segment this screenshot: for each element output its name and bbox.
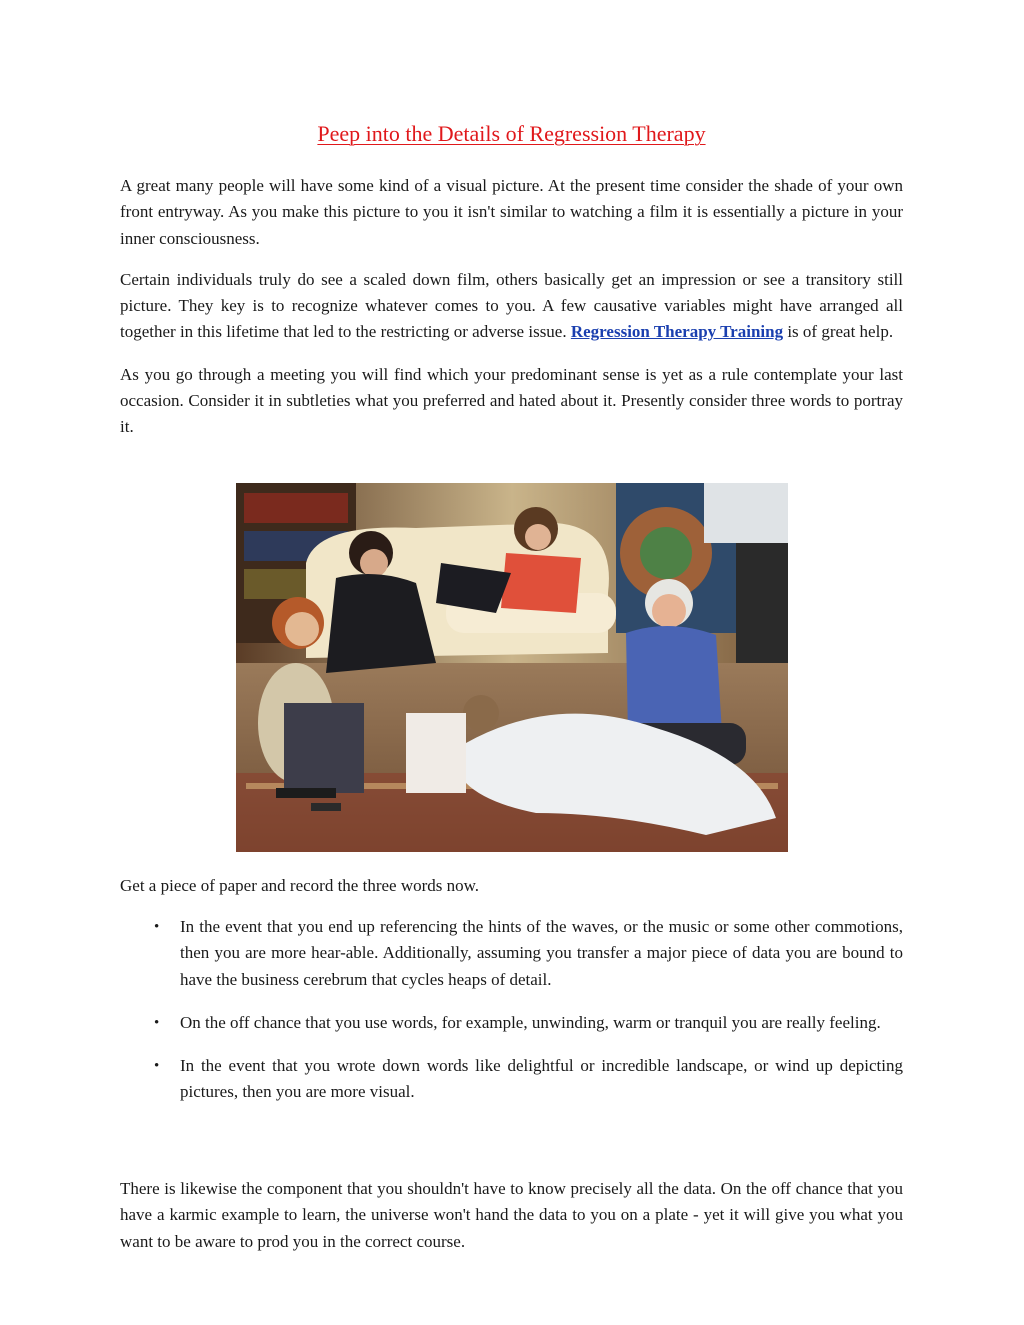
list-item-text: In the event that you wrote down words like delightful or incredible landscape, or wind up depicting pictures, then you are more visual. xyxy=(180,1056,903,1102)
bullet-list xyxy=(120,914,903,1123)
page-title: Peep into the Details of Regression Therapy xyxy=(317,121,706,146)
bullet-icon: • xyxy=(154,1058,160,1075)
document-page xyxy=(120,0,903,1251)
therapy-session-photo xyxy=(236,483,788,852)
regression-therapy-training-link[interactable]: Regression Therapy Training xyxy=(570,322,784,342)
paragraph-piece-of-paper: Get a piece of paper and record the three words now. xyxy=(120,876,480,895)
list-item xyxy=(120,914,903,993)
paragraph-text: Certain individuals truly do see a scaled down film, others basically get an impression or see a transitory still picture. They key is to recognize whatever comes to you. A few causative variables might have arranged all together in this lifetime that led to the restricting or adverse issue. xyxy=(120,269,903,342)
paragraph-visual-picture: A great many people will have some kind of a visual picture. At the present time consider the shade of your own front entryway. As you make this picture to you it isn't similar to watching a film it is essentially a picture in your inner consciousness. xyxy=(120,176,903,248)
paragraph-text: is of great help. xyxy=(783,322,894,342)
bullet-icon: • xyxy=(154,919,160,935)
bullet-icon: • xyxy=(154,1014,160,1031)
paragraph-meeting: As you go through a meeting you will find which your predominant sense is yet as a rule contemplate your last occasion. Consider it in subtleties what you preferred and hated about it. Presently consider three words to portray it. xyxy=(120,364,903,437)
paragraph-karmic-example: There is likewise the component that you shouldn't have to know precisely all the data. On the off chance that you have a karmic example to learn, the universe won't hand the data to you on a plate - yet it will give you what you want to be aware to prod you in the correct course. xyxy=(120,1179,903,1251)
list-item xyxy=(120,1053,903,1106)
list-item-text: On the off chance that you use words, for example, unwinding, warm or tranquil you are really feeling. xyxy=(180,1012,881,1032)
list-item xyxy=(120,1010,903,1036)
list-item-text: In the event that you end up referencing the hints of the waves, or the music or some other commotions, then you are more hear-able. Additionally, assuming you transfer a major piece of data you are bound to have the business cerebrum that cycles heaps of detail. xyxy=(180,917,903,989)
paragraph-scaled-down-film xyxy=(120,267,903,346)
